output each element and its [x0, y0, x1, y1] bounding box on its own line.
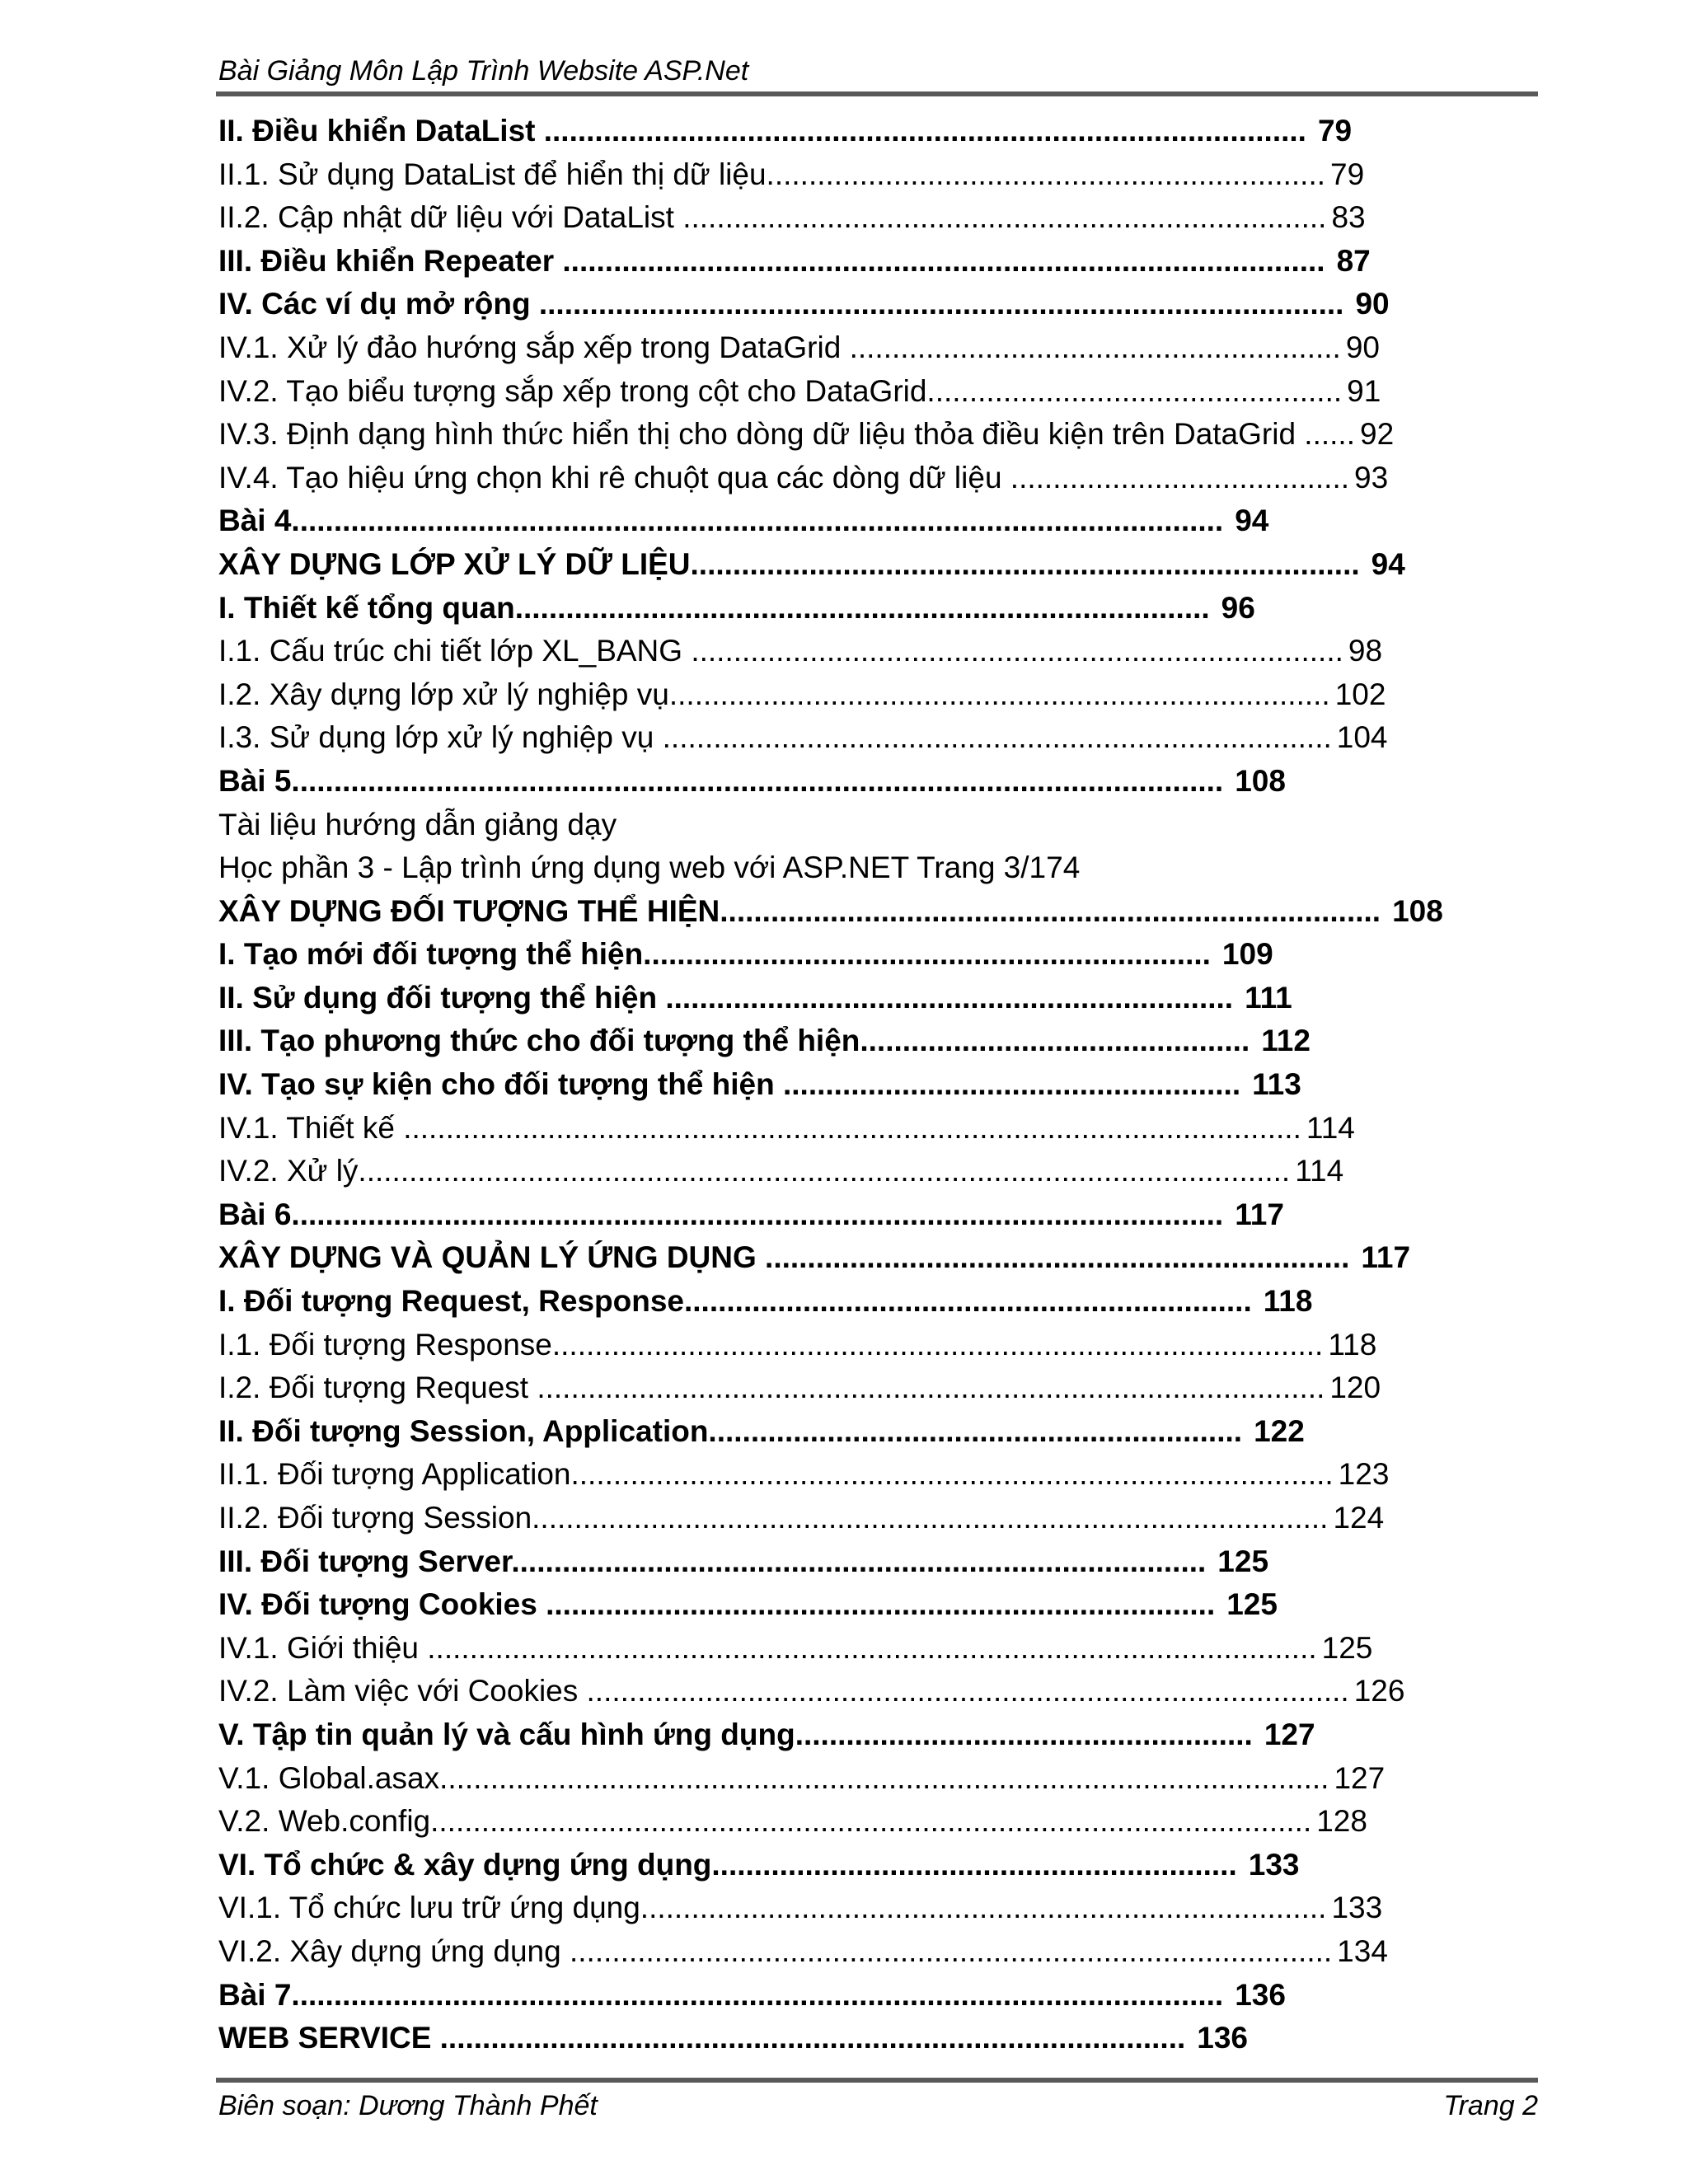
- toc-entry-text: V. Tập tin quản lý và cấu hình ứng dụng......................................................: [218, 1717, 1253, 1751]
- toc-entry: [218, 846, 1587, 890]
- toc-entry: [218, 240, 1587, 284]
- toc-entry: [218, 413, 1587, 457]
- toc-entry-text: IV. Đối tượng Cookies ...............................................................................: [218, 1587, 1216, 1622]
- toc-entry: [218, 1063, 1587, 1107]
- toc-entry-page: 108: [1235, 763, 1286, 798]
- toc-entry-page: 127: [1264, 1717, 1315, 1751]
- toc-entry: [218, 1019, 1587, 1063]
- toc-entry-text: I. Thiết kế tổng quan..................................................................................: [218, 590, 1210, 625]
- toc-entry-page: 91: [1347, 373, 1381, 408]
- toc-entry-text: II. Đối tượng Session, Application...............................................................: [218, 1413, 1243, 1448]
- toc-entry-text: IV.1. Thiết kế ..........................................................................................................: [218, 1110, 1301, 1145]
- table-of-contents: [218, 110, 1587, 2060]
- toc-entry-text: Bài 6..............................................................................................................: [218, 1197, 1224, 1231]
- toc-entry-text: IV.1. Giới thiệu .........................................................................................................: [218, 1630, 1317, 1665]
- toc-entry-page: 114: [1306, 1110, 1355, 1145]
- toc-entry-page: 118: [1328, 1327, 1377, 1361]
- toc-entry-page: 133: [1331, 1891, 1383, 1925]
- toc-entry-page: 113: [1252, 1067, 1301, 1102]
- toc-entry-text: IV.1. Xử lý đảo hướng sắp xếp trong DataGrid ..........................................................: [218, 330, 1341, 364]
- toc-entry-text: IV.2. Tạo biểu tượng sắp xếp trong cột cho DataGrid.................................................: [218, 373, 1343, 408]
- toc-entry-page: 133: [1248, 1847, 1300, 1882]
- toc-entry-page: 87: [1336, 243, 1371, 278]
- toc-entry-text: Bài 4..............................................................................................................: [218, 504, 1224, 538]
- toc-entry: [218, 890, 1587, 934]
- toc-entry-page: 94: [1371, 546, 1405, 581]
- toc-entry-page: 108: [1392, 893, 1443, 928]
- toc-entry: [218, 110, 1587, 153]
- toc-entry-page: 98: [1348, 634, 1383, 668]
- toc-entry-page: 79: [1330, 157, 1365, 191]
- toc-entry: [218, 977, 1587, 1020]
- toc-entry-page: 114: [1295, 1154, 1344, 1188]
- toc-entry-text: Bài 7..............................................................................................................: [218, 1977, 1224, 2012]
- toc-entry: [218, 1670, 1587, 1713]
- toc-entry-text: IV. Tạo sự kiện cho đối tượng thể hiện ......................................................: [218, 1067, 1241, 1102]
- toc-entry: [218, 1236, 1587, 1280]
- toc-entry: [218, 196, 1587, 240]
- toc-entry-text: V.2. Web.config........................................................................................................: [218, 1804, 1312, 1839]
- toc-entry: [218, 370, 1587, 414]
- toc-entry-page: 128: [1316, 1804, 1367, 1839]
- toc-entry-text: VI.2. Xây dựng ứng dụng ..........................................................................................: [218, 1933, 1333, 1968]
- toc-entry-text: Bài 5..............................................................................................................: [218, 763, 1224, 798]
- toc-entry: [218, 1150, 1587, 1193]
- toc-entry: [218, 1757, 1587, 1801]
- toc-entry-page: 83: [1331, 200, 1366, 235]
- toc-entry-text: III. Tạo phương thức cho đối tượng thể hiện..............................................: [218, 1024, 1250, 1058]
- header-divider: [216, 91, 1538, 96]
- toc-entry: [218, 1627, 1587, 1671]
- toc-entry-text: XÂY DỰNG LỚP XỬ LÝ DỮ LIỆU...............................................................................: [218, 546, 1360, 581]
- toc-entry-text: I.3. Sử dụng lớp xử lý nghiệp vụ ...............................................................................: [218, 720, 1332, 755]
- toc-entry-page: 92: [1360, 417, 1395, 452]
- toc-entry: [218, 1453, 1587, 1497]
- toc-entry: [218, 1497, 1587, 1540]
- toc-entry-page: 117: [1235, 1197, 1284, 1231]
- toc-entry-text: I. Đối tượng Request, Response...................................................................: [218, 1284, 1252, 1319]
- toc-entry-page: 122: [1254, 1413, 1305, 1448]
- toc-entry-page: 117: [1361, 1240, 1411, 1275]
- toc-entry: [218, 673, 1587, 717]
- toc-entry-text: IV.2. Làm việc với Cookies ..........................................................................................: [218, 1674, 1349, 1708]
- toc-entry-text: II.2. Cập nhật dữ liệu với DataList ............................................................................: [218, 200, 1327, 235]
- toc-entry-text: IV. Các ví dụ mở rộng ...............................................................................................: [218, 287, 1344, 321]
- toc-entry-text: I.1. Đối tượng Response...........................................................................................: [218, 1327, 1324, 1361]
- toc-entry-text: II. Điều khiển DataList ..........................................................................................: [218, 114, 1306, 148]
- toc-entry-page: 118: [1263, 1284, 1313, 1319]
- toc-entry: [218, 1844, 1587, 1887]
- toc-entry-page: 124: [1333, 1501, 1385, 1535]
- toc-entry-text: I. Tạo mới đối tượng thể hiện...................................................................: [218, 937, 1211, 972]
- toc-entry: [218, 1193, 1587, 1237]
- toc-entry-text: Học phần 3 - Lập trình ứng dụng web với ASP.NET Trang 3/174: [218, 851, 1081, 885]
- toc-entry-text: IV.4. Tạo hiệu ứng chọn khi rê chuột qua các dòng dữ liệu ........................................: [218, 460, 1349, 494]
- toc-entry-text: VI. Tổ chức & xây dựng ứng dụng..............................................................: [218, 1847, 1237, 1882]
- toc-entry: [218, 457, 1587, 500]
- toc-entry-page: 134: [1337, 1933, 1388, 1968]
- toc-entry: [218, 587, 1587, 630]
- toc-entry-text: V.1. Global.asax.........................................................................................................: [218, 1760, 1329, 1795]
- toc-entry: [218, 326, 1587, 370]
- toc-entry-page: 136: [1197, 2021, 1249, 2055]
- toc-entry-page: 120: [1329, 1371, 1381, 1405]
- toc-entry-text: II.1. Sử dụng DataList để hiển thị dữ liệu..................................................................: [218, 157, 1326, 191]
- toc-entry-text: II.1. Đối tượng Application..........................................................................................: [218, 1457, 1334, 1492]
- toc-entry: [218, 1974, 1587, 2018]
- toc-entry-text: IV.3. Định dạng hình thức hiển thị cho dòng dữ liệu thỏa điều kiện trên DataGrid ......: [218, 417, 1355, 452]
- toc-entry-page: 126: [1353, 1674, 1405, 1708]
- toc-entry: [218, 283, 1587, 326]
- toc-entry: [218, 1324, 1587, 1367]
- toc-entry-text: I.2. Đối tượng Request .............................................................................................: [218, 1371, 1325, 1405]
- toc-entry: [218, 760, 1587, 804]
- toc-entry-page: 112: [1261, 1024, 1311, 1058]
- toc-entry: [218, 1540, 1587, 1584]
- toc-entry: [218, 1280, 1587, 1324]
- toc-entry-page: 125: [1226, 1587, 1278, 1622]
- toc-entry-page: 96: [1221, 590, 1255, 625]
- toc-entry-text: I.2. Xây dựng lớp xử lý nghiệp vụ..............................................................................: [218, 677, 1330, 711]
- toc-entry: [218, 1410, 1587, 1454]
- toc-entry: [218, 2017, 1587, 2060]
- toc-entry-text: XÂY DỰNG VÀ QUẢN LÝ ỨNG DỤNG .....................................................................: [218, 1240, 1350, 1275]
- toc-entry-text: VI.1. Tổ chức lưu trữ ứng dụng.................................................................................: [218, 1891, 1327, 1925]
- toc-entry-text: XÂY DỰNG ĐỐI TƯỢNG THỂ HIỆN..............................................................................: [218, 893, 1381, 928]
- toc-entry: [218, 153, 1587, 197]
- toc-entry-page: 104: [1336, 720, 1388, 755]
- toc-entry-page: 136: [1235, 1977, 1286, 2012]
- toc-entry: [218, 716, 1587, 760]
- page-header-title: Bài Giảng Môn Lập Trình Website ASP.Net: [218, 55, 749, 87]
- toc-entry: [218, 933, 1587, 977]
- footer-page-number: Trang 2: [1443, 2090, 1538, 2121]
- toc-entry: [218, 499, 1587, 543]
- toc-entry-text: III. Điều khiển Repeater ..........................................................................................: [218, 243, 1325, 278]
- toc-entry: [218, 804, 1587, 847]
- toc-entry-text: I.1. Cấu trúc chi tiết lớp XL_BANG .............................................................................: [218, 634, 1343, 668]
- toc-entry: [218, 1583, 1587, 1627]
- toc-entry: [218, 1107, 1587, 1151]
- toc-entry-text: IV.2. Xử lý..............................................................................................................: [218, 1154, 1291, 1188]
- toc-entry: [218, 543, 1587, 587]
- toc-entry: [218, 1930, 1587, 1974]
- toc-entry: [218, 1713, 1587, 1757]
- toc-entry-text: III. Đối tượng Server..................................................................................: [218, 1544, 1207, 1578]
- toc-entry-page: 90: [1355, 287, 1390, 321]
- toc-entry: [218, 1886, 1587, 1930]
- toc-entry-text: WEB SERVICE ........................................................................................: [218, 2021, 1186, 2055]
- toc-entry-page: 123: [1338, 1457, 1390, 1492]
- toc-entry-page: 127: [1334, 1760, 1386, 1795]
- toc-entry-text: II.2. Đối tượng Session..............................................................................................: [218, 1501, 1329, 1535]
- toc-entry-page: 125: [1217, 1544, 1269, 1578]
- toc-entry-text: II. Sử dụng đối tượng thể hiện ...................................................................: [218, 980, 1234, 1015]
- toc-entry-page: 109: [1221, 937, 1273, 972]
- toc-entry-page: 102: [1334, 677, 1386, 711]
- toc-entry-page: 125: [1321, 1630, 1373, 1665]
- toc-entry: [218, 1366, 1587, 1410]
- toc-entry-page: 90: [1345, 330, 1380, 364]
- footer-divider: [216, 2078, 1538, 2083]
- toc-entry-page: 111: [1245, 980, 1292, 1015]
- toc-entry-page: 79: [1317, 114, 1353, 148]
- toc-entry-text: Tài liệu hướng dẫn giảng dạy: [218, 807, 617, 841]
- toc-entry-page: 93: [1354, 460, 1389, 494]
- toc-entry: [218, 630, 1587, 673]
- footer-author: Biên soạn: Dương Thành Phết: [218, 2090, 598, 2121]
- toc-entry: [218, 1800, 1587, 1844]
- toc-entry-page: 94: [1235, 504, 1269, 538]
